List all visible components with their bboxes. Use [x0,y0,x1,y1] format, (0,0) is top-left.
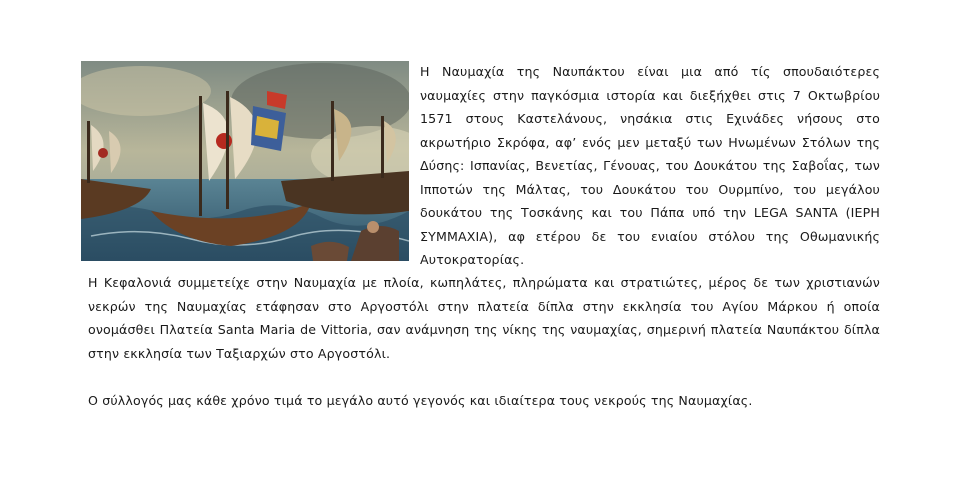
battle-of-lepanto-painting [81,61,409,261]
article-paragraph-2: Η Κεφαλονιά συμμετείχε στην Ναυμαχία με πλοία, κωπηλάτες, πληρώματα και στρατιώτες, μέρος δε των χριστιανών νεκρών της Ναυμαχίας ετάφησαν στο Αργοστόλι στην πλατεία δίπλα στην εκκλησία του Αγίου Μάρκου ή οποία ονομάσθει Πλατεία Santa Maria de Vittoria, σαν ανάμνηση της νίκης της ναυμαχίας, σημερινή πλατεία Ναυπάκτου δίπλα στην εκκλησία των Ταξιαρχών στο Αργοστόλι. [88,275,880,361]
article-paragraph-3: Ο σύλλογός μας κάθε χρόνο τιμά το μεγάλο αυτό γεγονός και ιδιαίτερα τους νεκρούς της Ναυμαχίας. [88,393,753,408]
article-paragraph-1: Η Ναυμαχία της Ναυπάκτου είναι μια από τίς σπουδαιότερες ναυμαχίες στην παγκόσμια ιστορία και διεξήχθει στις 7 Οκτωβρίου 1571 στους Καστελάνους, νησάκια στις Εχινάδες νήσους στο ακρωτήριο Σκρόφα, αφ’ ενός μεν μεταξύ των Ηνωμένων Στόλων της Δύσης: Ισπανίας, Βενετίας, Γένουας, του Δουκάτου της Σαβοΐας, των Ιπποτών της Μάλτας, του Δουκάτου του Ουρμπίνο, του μεγάλου δουκάτου της Τοσκάνης και του Πάπα υπό την LEGA SANTA (ΙΕΡΗ ΣΥΜΜΑΧΙΑ), αφ ετέρου δε του ενιαίου στόλου της Οθωμανικής Αυτοκρατορίας. [420,64,880,267]
painting-artwork [81,61,409,261]
